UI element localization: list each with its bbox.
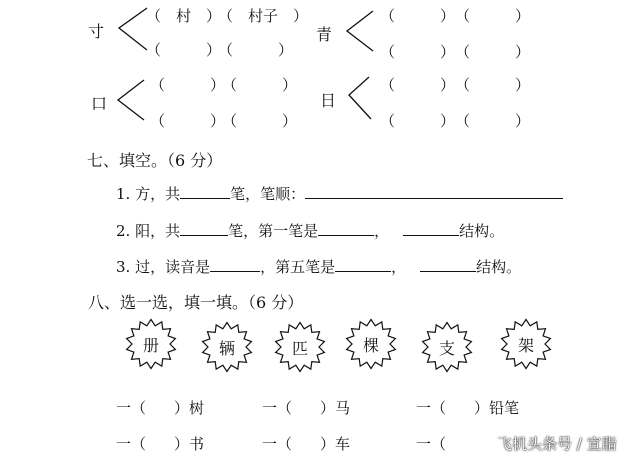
section-7-title: 七、填空。（6 分） (87, 151, 223, 170)
answer-box[interactable]: （ ） (380, 112, 456, 130)
star-burst: 册 (124, 318, 178, 370)
star-burst: 棵 (344, 318, 398, 370)
answer-box[interactable]: （ ） (222, 76, 298, 94)
blank[interactable] (305, 183, 563, 199)
branch-lines (345, 9, 375, 53)
measure-item[interactable]: 一（ ）铅笔 (416, 399, 520, 417)
group-char: 口 (91, 94, 108, 113)
answer-box[interactable]: （ ） (455, 76, 531, 94)
answer-box[interactable]: （ ） (222, 112, 298, 130)
answer-box[interactable]: （ ） (150, 112, 226, 130)
measure-item[interactable]: 一（ ）书 (116, 435, 205, 453)
answer-box[interactable]: （ ） (455, 112, 531, 130)
answer-box[interactable]: （ ） (380, 76, 456, 94)
group-char: 寸 (88, 22, 105, 41)
answer-box[interactable]: （ ） (455, 7, 531, 25)
measure-item[interactable]: 一（ ）树 (116, 399, 205, 417)
answer-box[interactable]: （ ） (380, 43, 456, 61)
fill-question-2: 2. 阳，共 笔，第一笔是 ， 结构。 (116, 222, 505, 240)
star-burst: 匹 (273, 321, 327, 373)
measure-item[interactable]: 一（ ）马 (262, 399, 351, 417)
blank[interactable] (318, 220, 374, 236)
star-burst: 辆 (200, 321, 254, 373)
blank[interactable] (335, 256, 391, 272)
branch-lines (343, 75, 373, 121)
answer-box[interactable]: （ ） (146, 41, 222, 59)
answer-box[interactable]: （ ） (380, 7, 456, 25)
blank[interactable] (180, 220, 228, 236)
blank[interactable] (210, 256, 260, 272)
answer-box[interactable]: （ 村子 ） (218, 7, 309, 25)
answer-box[interactable]: （ ） (150, 76, 226, 94)
section-8-title: 八、选一选，填一填。（6 分） (88, 293, 304, 312)
branch-lines (117, 6, 147, 52)
group-char: 青 (316, 25, 333, 44)
watermark: 飞机头条号 / 宣脂 (497, 435, 617, 453)
blank[interactable] (403, 220, 459, 236)
branch-lines (116, 78, 146, 122)
group-char: 日 (320, 91, 337, 110)
blank[interactable] (180, 183, 230, 199)
measure-item[interactable]: 一（ ）车 (262, 435, 351, 453)
measure-item[interactable]: 一（ (416, 435, 447, 453)
fill-question-3: 3. 过，读音是 ，第五笔是 ， 结构。 (116, 258, 522, 276)
blank[interactable] (420, 256, 476, 272)
star-burst: 支 (420, 321, 474, 373)
fill-question-1: 1. 方，共 笔，笔顺： (116, 183, 563, 204)
star-burst: 架 (499, 318, 553, 370)
answer-box[interactable]: （ ） (218, 41, 294, 59)
answer-box[interactable]: （ 村 ） (146, 7, 222, 25)
answer-box[interactable]: （ ） (455, 43, 531, 61)
